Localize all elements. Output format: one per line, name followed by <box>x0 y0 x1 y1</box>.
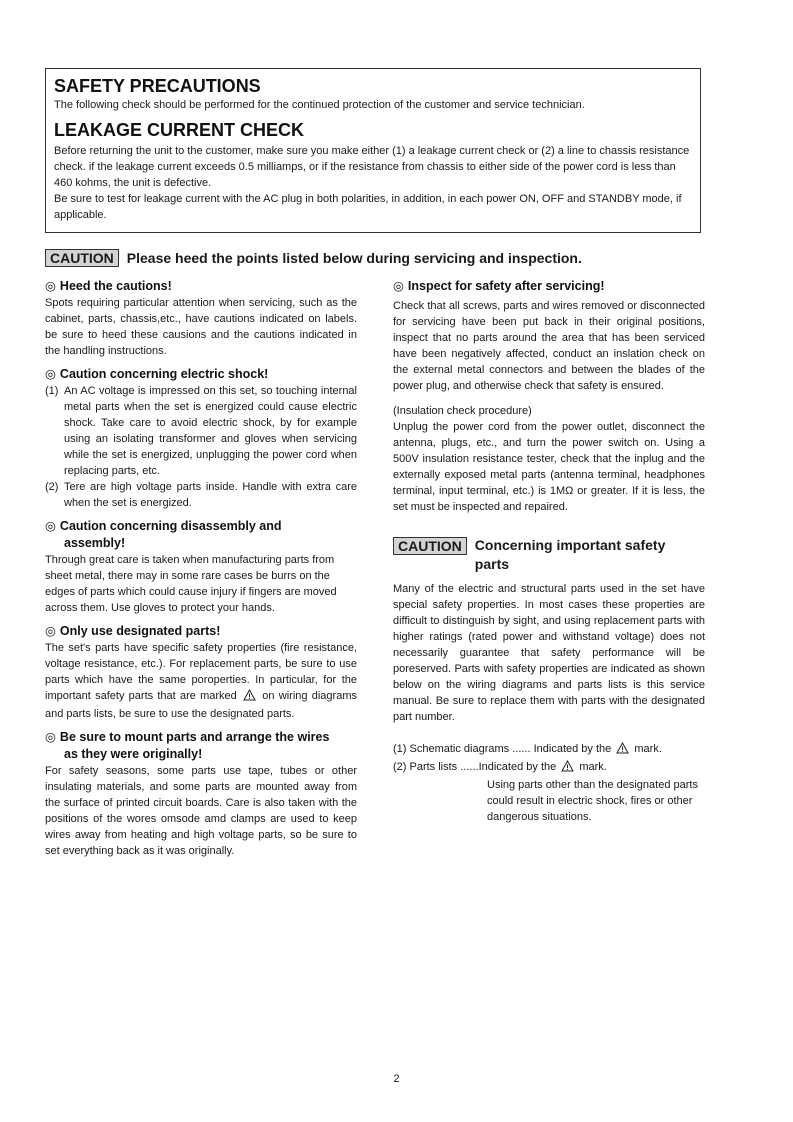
caution-tag: CAUTION <box>45 249 119 267</box>
important-parts-body: Many of the electric and structural parts used in the set have special safety properties. In most cases these properties are difficult to distinguish by sight, and using replacement parts with higher ratings (rated power and withstand voltage) does not necessarily guarantee that safety performance will be poreserved. Parts with safety properties are indicated as shown below on the wiring diagrams and parts lists is this service manual. Be sure to replace them with parts with the designated part number. <box>393 583 705 723</box>
list-item <box>45 479 357 511</box>
double-circle-icon: ◎ <box>45 624 56 638</box>
section-mount-parts-body: For safety seasons, some parts use tape, tubes or other insulating materials, and some parts are mounted away from the surface of printed circuit boards. Care is also taken with the positions of the wores omsode amd clamps are used to keep wires away from heating and high voltage parts, so be sure to set everything back as it was originally. <box>45 765 357 857</box>
section-title-line-2: assembly! <box>64 536 126 550</box>
caution-banner-text: Please heed the points listed below during servicing and inspection. <box>126 250 582 266</box>
section-title-line-2: as they were originally! <box>64 747 203 761</box>
indication-text: (1) Schematic diagrams ...... Indicated by the <box>393 743 612 755</box>
warning-triangle-icon <box>616 742 629 759</box>
list-item-text: Tere are high voltage parts inside. Handle with extra care when the set is energized. <box>64 481 357 509</box>
section-inspect-safety-heading <box>393 278 705 295</box>
section-title-line-1: Caution concerning disassembly and <box>59 519 282 533</box>
intro-text: The following check should be performed for the continued protection of the customer and service technician. <box>54 99 585 111</box>
section-disassembly-heading <box>45 518 357 535</box>
safety-precautions-box <box>45 68 701 233</box>
section-title: Only use designated parts! <box>59 624 221 638</box>
body-text-a: The set's parts have specific safety properties (fire resistance, voltage resistance, etc.). For replacement parts, be sure to use parts which have the same poroperties. In particular, for the important safety parts that are marked <box>45 642 357 702</box>
safety-precautions-title: SAFETY PRECAUTIONS <box>54 76 261 96</box>
section-title: Heed the cautions! <box>59 279 172 293</box>
section-heed-cautions-body: Spots requiring particular attention when servicing, such as the cabinet, parts, chassis,etc., have cautions indicated on labels. be sure to heed these causions and the cautions indicated in the handling instructions. <box>45 297 357 357</box>
section-inspect-safety-body: Check that all screws, parts and wires removed or disconnected for servicing have been put back in their original positions, inspect that no parts around the area that has been serviced have been negatively affected, conduct an inslation check on the external metal connectors and between the blades of the power plug, and otherwise check that safety is ensured. <box>393 300 705 392</box>
warning-triangle-icon <box>561 760 574 777</box>
double-circle-icon: ◎ <box>45 519 56 533</box>
indication-list-item-2 <box>393 759 705 777</box>
caution-tag: CAUTION <box>393 537 467 555</box>
section-title: Inspect for safety after servicing! <box>407 279 605 293</box>
leakage-current-title: LEAKAGE CURRENT CHECK <box>54 120 305 140</box>
indication-mark-text: mark. <box>579 761 607 773</box>
body-text-b: on wiring diagrams and parts lists, be sure to use the designated parts. <box>45 690 357 720</box>
important-parts-title-line-1: Concerning important safety <box>474 537 666 553</box>
insulation-check-body: Unplug the power cord from the power outlet, disconnect the antenna, plugs, etc., and turn the power switch on. Using a 500V insulation resistance tester, check that the inplug and the externally exposed metal parts (antenna terminal, headphones terminal, input terminal, etc.) is 1MΩ or greater. If it is less, the set must be inspected and repaired. <box>393 421 705 513</box>
section-disassembly-body: Through great care is taken when manufacturing parts from sheet metal, there may in some rare cases be burrs on the edges of parts which could cause injury if fingers are moved across them. Use gloves to protect your hands. <box>45 554 337 614</box>
important-parts-title <box>475 536 666 574</box>
right-column <box>393 278 705 825</box>
indication-mark-text: mark. <box>634 743 662 755</box>
left-column <box>45 278 357 859</box>
list-item-number: (1) <box>45 385 59 397</box>
list-item-text: An AC voltage is impressed on this set, so touching internal metal parts when the set is energized could cause electric shock. Take care to avoid electric shock, by for example using an isolating transformer and gloves when servicing while the set is energized, unplugging the power cord when replacing parts, etc. <box>64 385 357 477</box>
section-title: Caution concerning electric shock! <box>59 367 269 381</box>
list-item <box>45 383 357 479</box>
section-electric-shock-heading <box>45 366 357 383</box>
double-circle-icon: ◎ <box>45 279 56 293</box>
section-designated-parts-heading <box>45 623 357 640</box>
section-heed-cautions-heading <box>45 278 357 295</box>
indication-list-item-1 <box>393 741 705 759</box>
caution-banner <box>45 249 745 267</box>
section-designated-parts-body <box>45 640 357 722</box>
double-circle-icon: ◎ <box>393 279 404 293</box>
double-circle-icon: ◎ <box>45 730 56 744</box>
electric-shock-list <box>45 383 357 511</box>
leakage-paragraph-1: Before returning the unit to the customer, make sure you make either (1) a leakage current check or (2) a line to chassis resistance check. if the leakage current exceeds 0.5 milliamps, or if the resistance from chassis to either side of the power cord is less than 460 kohms, the unit is defective. <box>54 145 690 189</box>
double-circle-icon: ◎ <box>45 367 56 381</box>
leakage-paragraph-2: Be sure to test for leakage current with the AC plug in both polarities, in addition, in each power ON, OFF and STANDBY mode, if applicable. <box>54 193 682 221</box>
insulation-check-subheading: (Insulation check procedure) <box>393 405 532 417</box>
indication-note: Using parts other than the designated parts could result in electric shock, fires or other dangerous situations. <box>487 779 698 823</box>
indication-text: (2) Parts lists ......Indicated by the <box>393 761 557 773</box>
section-mount-parts-heading <box>45 729 357 746</box>
important-parts-caution <box>393 536 705 574</box>
warning-triangle-icon <box>243 689 256 706</box>
important-parts-title-line-2: parts <box>474 556 510 572</box>
list-item-number: (2) <box>45 481 59 493</box>
page-number: 2 <box>393 1073 400 1085</box>
section-title-line-1: Be sure to mount parts and arrange the wires <box>59 730 330 744</box>
